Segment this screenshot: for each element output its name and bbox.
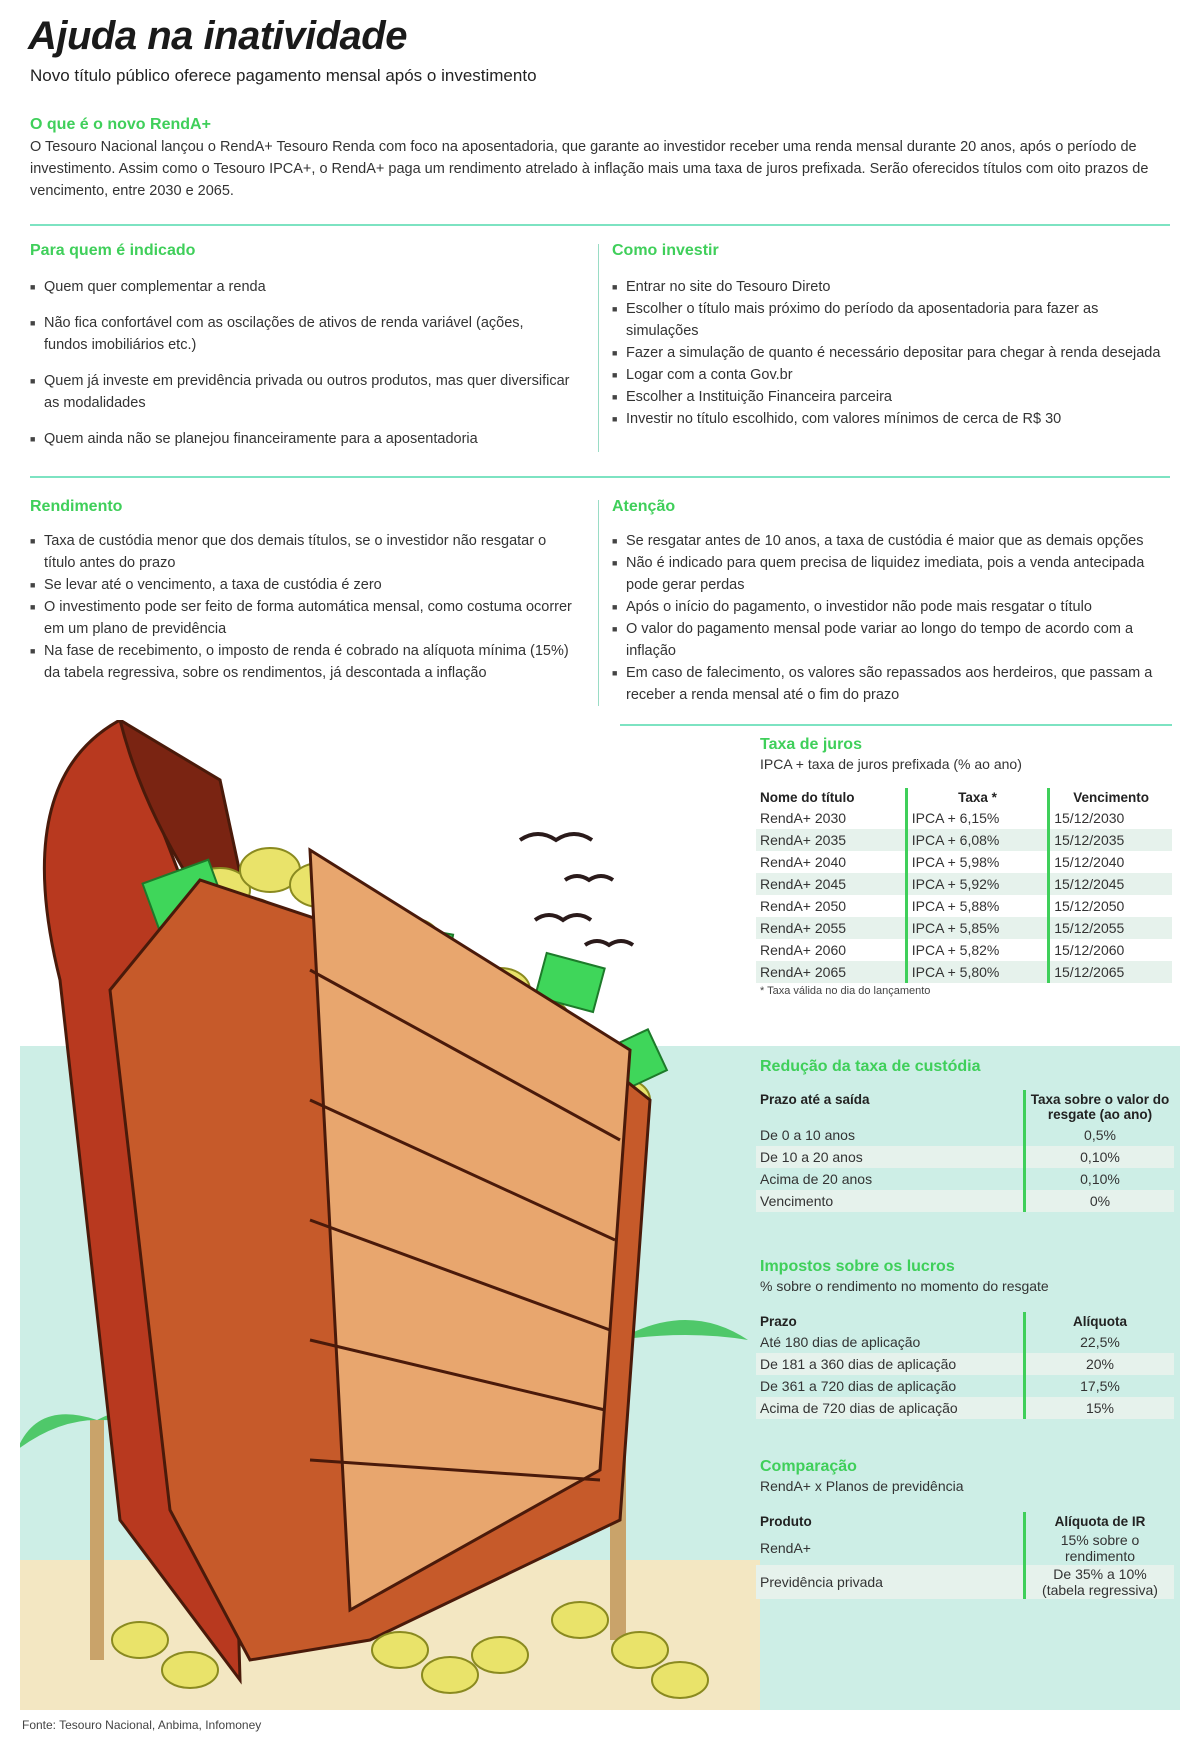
table-cell: 15/12/2040 (1049, 851, 1172, 873)
list-item: ■ Não fica confortável com as oscilações de ativos de renda variável (ações, fundos imobiliários etc.) (30, 312, 570, 356)
tax-box (756, 1258, 1174, 1419)
table-cell: 15/12/2055 (1049, 917, 1172, 939)
page-title: Ajuda na inatividade (28, 14, 407, 58)
list-item: ■ O valor do pagamento mensal pode variar ao longo do tempo de acordo com a inflação (612, 618, 1172, 662)
table-row (756, 1146, 1174, 1168)
list-item: ■ O investimento pode ser feito de forma automática mensal, como costuma ocorrer em um plano de previdência (30, 596, 575, 640)
table-row (756, 1565, 1174, 1599)
list-item: ■ Em caso de falecimento, os valores são repassados aos herdeiros, que passam a receber a renda mensal até o fim do prazo (612, 662, 1172, 706)
table-row (756, 1531, 1174, 1565)
table-cell: Vencimento (756, 1190, 1025, 1212)
list-item: ■ Quem quer complementar a renda (30, 276, 570, 298)
list-item: ■ Se levar até o vencimento, a taxa de custódia é zero (30, 574, 575, 596)
table-cell: De 10 a 20 anos (756, 1146, 1025, 1168)
how-list (612, 276, 1172, 430)
rates-table (756, 788, 1172, 983)
list-item: ■ Quem ainda não se planejou financeiramente para a aposentadoria (30, 428, 570, 450)
table-cell: IPCA + 5,80% (906, 961, 1048, 983)
rates-heading: Taxa de juros (760, 736, 862, 753)
list-item: ■ Não é indicado para quem precisa de liquidez imediata, pois a venda antecipada pode gerar perdas (612, 552, 1172, 596)
tax-table (756, 1312, 1174, 1419)
table-cell: 15/12/2065 (1049, 961, 1172, 983)
table-row (756, 917, 1172, 939)
tax-heading: Impostos sobre os lucros (760, 1258, 955, 1275)
table-cell: 0,5% (1025, 1124, 1175, 1146)
treasure-boat-illustration (20, 720, 760, 1710)
table-row (756, 829, 1172, 851)
table-cell: De 361 a 720 dias de aplicação (760, 1378, 957, 1394)
custody-heading: Redução da taxa de custódia (760, 1058, 981, 1075)
rates-note: * Taxa válida no dia do lançamento (760, 985, 931, 997)
compare-col-product: Produto (760, 1514, 812, 1529)
compare-box (756, 1458, 1174, 1599)
table-row (756, 1190, 1174, 1212)
table-row (756, 851, 1172, 873)
table-row (756, 873, 1172, 895)
compare-table (756, 1512, 1174, 1599)
table-cell: RendA+ 2040 (760, 854, 847, 870)
list-item: ■ Fazer a simulação de quanto é necessário depositar para chegar à renda desejada (612, 342, 1172, 364)
yield-list (30, 530, 575, 684)
table-row (756, 807, 1172, 829)
column-divider (598, 500, 599, 706)
table-cell: RendA+ 2065 (756, 961, 906, 983)
table-cell: IPCA + 5,88% (906, 895, 1048, 917)
list-item: ■ Investir no título escolhido, com valores mínimos de cerca de R$ 30 (612, 408, 1172, 430)
table-cell: RendA+ 2050 (760, 898, 847, 914)
birds-icon (520, 834, 633, 945)
list-item: ■ Entrar no site do Tesouro Direto (612, 276, 1172, 298)
table-row (756, 1353, 1174, 1375)
table-cell: 15/12/2030 (1049, 807, 1172, 829)
table-cell: RendA+ (760, 1540, 811, 1556)
list-item: ■ Na fase de recebimento, o imposto de renda é cobrado na alíquota mínima (15%) da tabela regressiva, sobre os rendimentos, já descontada a inflação (30, 640, 575, 684)
table-cell: RendA+ 2055 (756, 917, 906, 939)
list-item: ■ Escolher a Instituição Financeira parceira (612, 386, 1172, 408)
tax-subheading: % sobre o rendimento no momento do resgate (760, 1278, 1049, 1294)
list-item: ■ Quem já investe em previdência privada ou outros produtos, mas quer diversificar as modalidades (30, 370, 570, 414)
table-cell: 17,5% (1025, 1375, 1175, 1397)
custody-col-term: Prazo até a saída (760, 1092, 870, 1107)
custody-box (756, 1058, 1174, 1212)
table-cell: De 181 a 360 dias de aplicação (756, 1353, 1025, 1375)
table-cell: 15/12/2035 (1049, 829, 1172, 851)
intro-text: O Tesouro Nacional lançou o RendA+ Tesouro Renda com foco na aposentadoria, que garante ao investidor receber uma renda mensal durante 20 anos, após o período de investimento. Assim como o Tesouro IPCA+, o RendA+ paga um rendimento atrelado à inflação mais uma taxa de juros prefixada. Serão oferecidos títulos com oito prazos de vencimento, entre 2030 e 2065. (30, 139, 1149, 199)
table-cell: 22,5% (1025, 1331, 1175, 1353)
table-cell: RendA+ 2045 (756, 873, 906, 895)
table-cell: 15% (1025, 1397, 1175, 1419)
list-item: ■ Após o início do pagamento, o investidor não pode mais resgatar o título (612, 596, 1172, 618)
yield-heading: Rendimento (30, 498, 123, 515)
compare-heading: Comparação (760, 1458, 857, 1475)
table-row (756, 961, 1172, 983)
compare-col-rate: Alíquota de IR (1025, 1512, 1175, 1531)
table-cell: Até 180 dias de aplicação (760, 1334, 921, 1350)
list-item: ■ Logar com a conta Gov.br (612, 364, 1172, 386)
divider-top (30, 224, 1170, 226)
table-cell: IPCA + 5,92% (906, 873, 1048, 895)
table-row (756, 895, 1172, 917)
table-cell: IPCA + 5,85% (906, 917, 1048, 939)
table-cell: 15/12/2050 (1049, 895, 1172, 917)
custody-table (756, 1090, 1174, 1212)
table-cell: 0,10% (1025, 1146, 1175, 1168)
table-cell: Acima de 720 dias de aplicação (756, 1397, 1025, 1419)
table-cell: RendA+ 2035 (756, 829, 906, 851)
target-list (30, 276, 570, 464)
list-item: ■ Escolher o título mais próximo do período da aposentadoria para fazer as simulações (612, 298, 1172, 342)
table-cell: RendA+ 2060 (760, 942, 847, 958)
table-cell: Previdência privada (756, 1565, 1025, 1599)
intro-heading: O que é o novo RendA+ (30, 116, 211, 133)
table-cell: 20% (1025, 1353, 1175, 1375)
tax-col-rate: Alíquota (1025, 1312, 1175, 1331)
tax-col-term: Prazo (760, 1314, 797, 1329)
divider-middle (30, 476, 1170, 478)
table-row (756, 939, 1172, 961)
table-row (756, 1375, 1174, 1397)
table-cell: 0,10% (1025, 1168, 1175, 1190)
rates-col-rate: Taxa * (906, 788, 1048, 807)
caution-heading: Atenção (612, 498, 676, 515)
list-item: ■ Taxa de custódia menor que dos demais títulos, se o investidor não resgatar o título antes do prazo (30, 530, 575, 574)
column-divider (598, 244, 599, 452)
table-cell: 0% (1025, 1190, 1175, 1212)
target-heading: Para quem é indicado (30, 242, 196, 259)
table-cell: Acima de 20 anos (760, 1171, 873, 1187)
table-cell: RendA+ 2030 (760, 810, 847, 826)
table-cell: IPCA + 6,08% (906, 829, 1048, 851)
table-row (756, 1168, 1174, 1190)
table-cell: 15/12/2060 (1049, 939, 1172, 961)
table-cell: IPCA + 5,82% (906, 939, 1048, 961)
table-row (756, 1397, 1174, 1419)
table-cell: De 35% a 10% (tabela regressiva) (1025, 1565, 1175, 1599)
table-cell: 15/12/2045 (1049, 873, 1172, 895)
rates-col-due: Vencimento (1049, 788, 1172, 807)
list-item: ■ Se resgatar antes de 10 anos, a taxa de custódia é maior que as demais opções (612, 530, 1172, 552)
table-cell: De 0 a 10 anos (760, 1127, 855, 1143)
rates-subheading: IPCA + taxa de juros prefixada (% ao ano) (760, 756, 1022, 772)
how-heading: Como investir (612, 242, 719, 259)
compare-subheading: RendA+ x Planos de previdência (760, 1478, 964, 1494)
rates-box (756, 734, 1176, 1046)
custody-col-rate: Taxa sobre o valor do resgate (ao ano) (1025, 1090, 1175, 1124)
rates-col-name: Nome do título (760, 790, 855, 805)
table-row (756, 1124, 1174, 1146)
table-cell: IPCA + 5,98% (906, 851, 1048, 873)
source-credit: Fonte: Tesouro Nacional, Anbima, Infomoney (22, 1718, 262, 1732)
caution-list (612, 530, 1172, 706)
table-row (756, 1331, 1174, 1353)
page-subtitle: Novo título público oferece pagamento mensal após o investimento (30, 66, 537, 85)
table-cell: IPCA + 6,15% (906, 807, 1048, 829)
table-cell: 15% sobre o rendimento (1025, 1531, 1175, 1565)
